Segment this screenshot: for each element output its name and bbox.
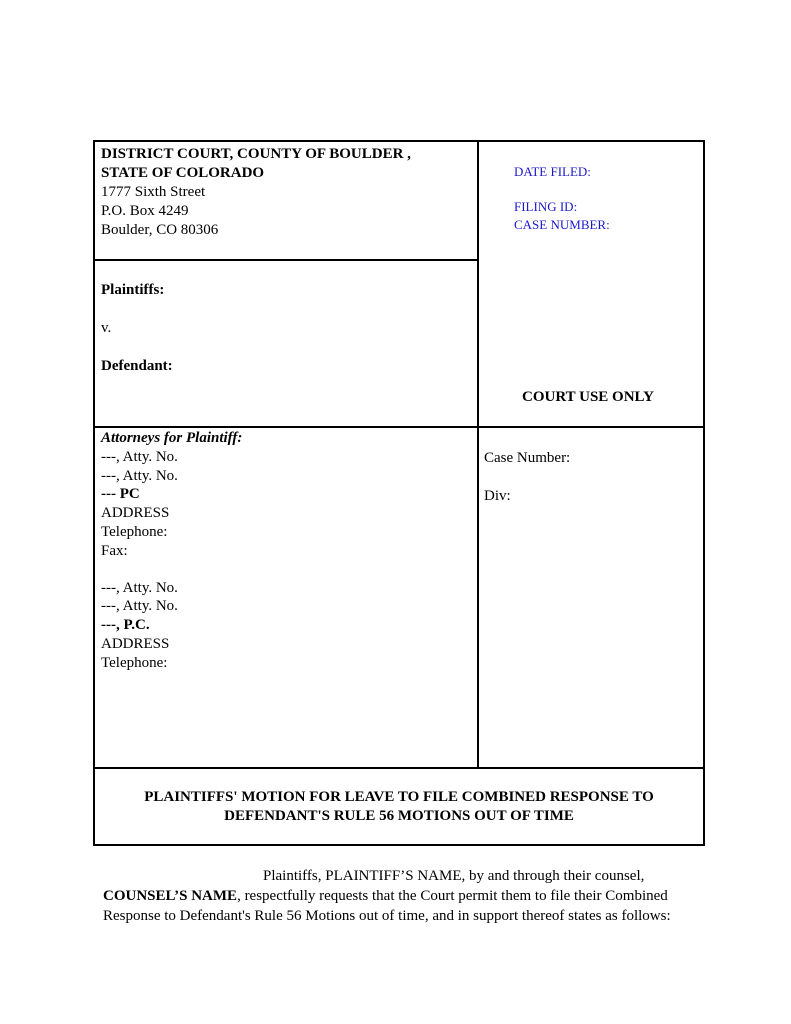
motion-title-line1: PLAINTIFFS' MOTION FOR LEAVE TO FILE COMBINED RESPONSE TO <box>144 789 654 805</box>
title-divider <box>95 767 703 769</box>
date-filed-label: DATE FILED: <box>514 164 591 179</box>
motion-title <box>95 788 703 826</box>
motion-body <box>103 866 703 926</box>
caption-table <box>93 140 705 846</box>
firm-telephone: Telephone: <box>101 654 168 671</box>
firm-name: --- PC <box>101 486 140 503</box>
counsel-name: COUNSEL’S NAME <box>103 888 238 904</box>
body-line3: Response to Defendant's Rule 56 Motions out of time, and in support thereof states as follows: <box>103 908 671 924</box>
attorney-line: ---, Atty. No. <box>101 467 178 484</box>
filing-info <box>514 163 610 234</box>
court-address-line2: P.O. Box 4249 <box>101 203 189 219</box>
case-number-label: CASE NUMBER: <box>514 217 610 232</box>
attorney-line: ---, Atty. No. <box>101 598 178 615</box>
firm-address: ADDRESS <box>101 505 170 522</box>
court-block <box>101 145 411 240</box>
firm-fax: Fax: <box>101 542 128 559</box>
attorney-line: ---, Atty. No. <box>101 579 178 596</box>
filing-id-label: FILING ID: <box>514 199 578 214</box>
case-info-block <box>484 449 570 506</box>
body-line1: Plaintiffs, PLAINTIFF’S NAME, by and through their counsel, <box>263 868 645 884</box>
firm-address: ADDRESS <box>101 635 170 652</box>
court-address-line3: Boulder, CO 80306 <box>101 222 219 238</box>
versus-label: v. <box>101 320 112 336</box>
court-name-line2: STATE OF COLORADO <box>101 165 265 181</box>
div-field: Div: <box>484 488 511 504</box>
plaintiffs-label: Plaintiffs: <box>101 282 165 298</box>
firm-name: ---, P.C. <box>101 617 150 634</box>
parties-block <box>101 281 173 376</box>
motion-title-line2: DEFENDANT'S RULE 56 MOTIONS OUT OF TIME <box>224 808 574 824</box>
court-use-only: COURT USE ONLY <box>522 389 655 405</box>
attorneys-heading: Attorneys for Plaintiff: <box>101 430 243 446</box>
case-number-field: Case Number: <box>484 450 571 466</box>
defendant-label: Defendant: <box>101 358 173 374</box>
court-name-line1: DISTRICT COURT, COUNTY OF BOULDER , <box>101 146 411 162</box>
court-address-line1: 1777 Sixth Street <box>101 184 206 200</box>
attorneys-block <box>101 429 242 673</box>
column-divider <box>477 142 479 768</box>
court-address-divider <box>95 259 478 261</box>
firm-telephone: Telephone: <box>101 523 168 540</box>
attorney-line: ---, Atty. No. <box>101 448 178 465</box>
attorneys-divider <box>95 426 703 428</box>
body-line2: COUNSEL’S NAME, respectfully requests that the Court permit them to file their Combined <box>103 888 668 904</box>
